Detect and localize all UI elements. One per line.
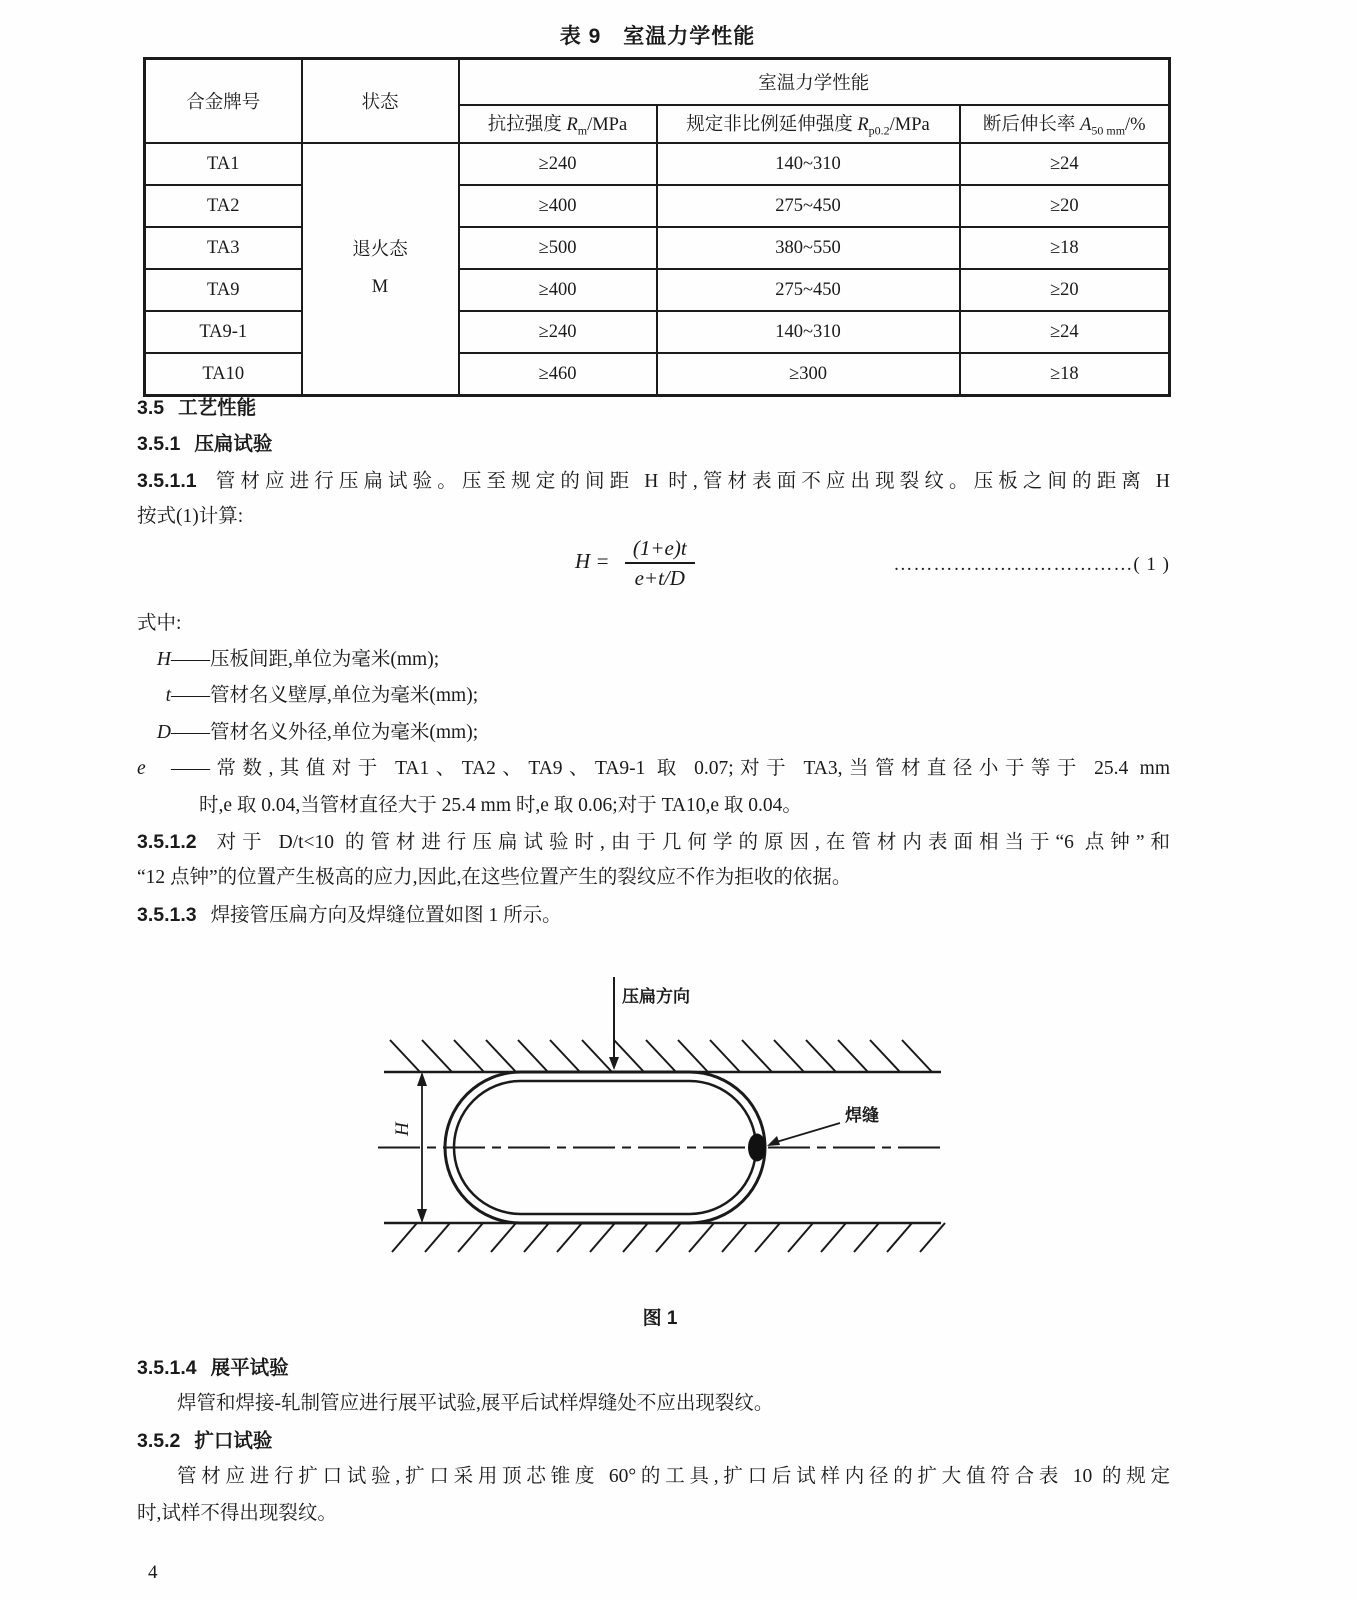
header-text: 抗拉强度 [487,114,567,135]
leader-dots: ……………………………… [893,553,1134,575]
paragraph-text: “12 点钟”的位置产生极高的应力,因此,在这些位置产生的裂纹应不作为拒收的依据。 [137,867,852,889]
formula-1 [137,536,1170,606]
definition-continuation: 时,e 取 0.04,当管材直径大于 25.4 mm 时,e 取 0.06;对于 TA10,e 取 0.04。 [199,794,802,816]
paragraph-text: 对于 D/t<10 的管材进行压扁试验时,由于几何学的原因,在管材内表面相当于“6 点钟”和 [210,831,1170,853]
header-cell-elongation [960,105,1170,143]
figure-svg [330,930,1030,1280]
cell-elongation: ≥18 [960,353,1170,396]
definition-text: ——压板间距,单位为毫米(mm); [171,648,440,670]
cell-alloy: TA1 [145,143,302,185]
definition-text: ——常数,其值对于 TA1、TA2、TA9、TA9-1 取 0.07;对于 TA3,当管材直径小于等于 25.4 mm [171,758,1170,780]
header-cell-state: 状态 [302,59,459,144]
section-heading [137,1350,1170,1386]
variable-subscript: m [577,123,588,138]
paragraph-line: 焊管和焊接-轧制管应进行展平试验,展平后试样焊缝处不应出现裂纹。 [177,1393,774,1415]
definition-line [137,715,1170,751]
section-title: 压扁试验 [194,433,273,456]
section-title: 展平试验 [210,1357,289,1379]
definition-line [137,751,1170,787]
formula-numerator: (1+e)t [625,536,695,564]
cell-alloy: TA10 [145,353,302,396]
definition-term: e [137,758,146,780]
header-cell-group: 室温力学性能 [459,59,1170,106]
page-number: 4 [148,1562,158,1583]
h-dimension-label: H [392,1122,413,1136]
cell-alloy: TA2 [145,185,302,227]
cell-yield: ≥300 [657,353,960,396]
table-row [145,227,1170,269]
table-row [145,269,1170,311]
table-row [145,143,1170,185]
cell-elongation: ≥18 [960,227,1170,269]
variable-subscript: p0.2 [868,123,890,138]
paragraph-line [137,463,1170,499]
table-9-title: 表 9 室温力学性能 [559,25,756,48]
mechanical-properties-table [143,57,1171,397]
table-row [145,311,1170,353]
cell-tensile: ≥460 [459,353,657,396]
header-text: 规定非比例延伸强度 [686,114,858,135]
definition-term: H [156,648,171,670]
formula-leader [893,554,1170,576]
paragraph-line [137,824,1170,860]
paragraph-text: 焊接管压扁方向及焊缝位置如图 1 所示。 [210,904,562,926]
state-line1: 退火态 [352,240,408,260]
cell-yield: 140~310 [657,311,960,353]
cell-alloy: TA9 [145,269,302,311]
cell-tensile: ≥500 [459,227,657,269]
section-number: 3.5.1.2 [137,830,197,853]
paragraph-line: 管材应进行扩口试验,扩口采用顶芯锥度 60°的工具,扩口后试样内径的扩大值符合表 10 的规定 [177,1466,1170,1488]
cell-elongation: ≥24 [960,143,1170,185]
cell-alloy: TA9-1 [145,311,302,353]
cell-yield: 275~450 [657,185,960,227]
definition-line [137,678,1170,714]
section-heading [137,390,1170,426]
section-number: 3.5.1.4 [137,1357,197,1379]
formula-equals: = [595,548,610,573]
definition-term: t [165,685,171,707]
flatten-direction-arrow [609,977,619,1070]
cell-tensile: ≥400 [459,269,657,311]
cell-yield: 275~450 [657,269,960,311]
cell-tensile: ≥240 [459,143,657,185]
definition-text: ——管材名义壁厚,单位为毫米(mm); [171,685,479,707]
flatten-direction-label: 压扁方向 [622,987,690,1006]
paragraph-line [137,499,1170,535]
variable-symbol: A [1080,114,1092,135]
header-cell-tensile [459,105,657,143]
header-unit: /MPa [889,114,930,135]
formula-number: ( 1 ) [1133,553,1170,575]
section-number: 3.5.2 [137,1429,181,1452]
weld-seam-dot [748,1134,766,1162]
state-cell [302,143,459,396]
paragraph-line: 时,试样不得出现裂纹。 [137,1502,337,1524]
figure-caption: 图 1 [642,1308,678,1329]
header-cell-alloy: 合金牌号 [145,59,302,144]
cell-yield: 380~550 [657,227,960,269]
cell-elongation: ≥20 [960,269,1170,311]
cell-alloy: TA3 [145,227,302,269]
formula [575,536,695,590]
paragraph-text: 管材应进行压扁试验。压至规定的间距 H 时,管材表面不应出现裂纹。压板之间的距离 H [210,470,1170,492]
formula-denominator: e+t/D [634,565,685,590]
paragraph-text: 按式(1)计算: [137,506,244,528]
press-plate-bottom [384,1223,945,1252]
section-heading [137,1423,1170,1459]
paragraph-line [137,860,1170,896]
section-heading [137,426,1170,462]
state-line2: M [371,277,389,297]
section-number: 3.5.1.1 [137,469,197,492]
cell-elongation: ≥20 [960,185,1170,227]
header-cell-yield [657,105,960,143]
variable-symbol: R [857,114,869,135]
paragraph-line [137,897,1170,933]
cell-yield: 140~310 [657,143,960,185]
bottom-text-flow [137,1350,1170,1532]
formula-fraction [625,536,695,590]
header-unit: /% [1125,114,1146,135]
table-row [145,185,1170,227]
variable-subscript: 50 mm [1091,123,1126,138]
section-number: 3.5.1 [137,433,181,456]
section-title: 扩口试验 [194,1429,273,1452]
cell-tensile: ≥400 [459,185,657,227]
header-text: 断后伸长率 [982,114,1081,135]
press-plate-top [384,1040,941,1072]
main-text-flow [137,390,1170,933]
section-number: 3.5 [137,397,165,419]
cell-tensile: ≥240 [459,311,657,353]
section-title: 工艺性能 [178,397,257,419]
variable-symbol: R [566,114,578,135]
definition-text: ——管材名义外径,单位为毫米(mm); [171,721,479,743]
cell-elongation: ≥24 [960,311,1170,353]
weld-leader-arrow [767,1123,840,1146]
where-label: 式中: [137,612,182,634]
definition-line [137,642,1170,678]
weld-label: 焊缝 [845,1106,879,1125]
header-unit: /MPa [587,114,628,135]
formula-lhs: H [575,548,591,573]
definition-term: D [156,721,171,743]
section-number: 3.5.1.3 [137,903,197,926]
